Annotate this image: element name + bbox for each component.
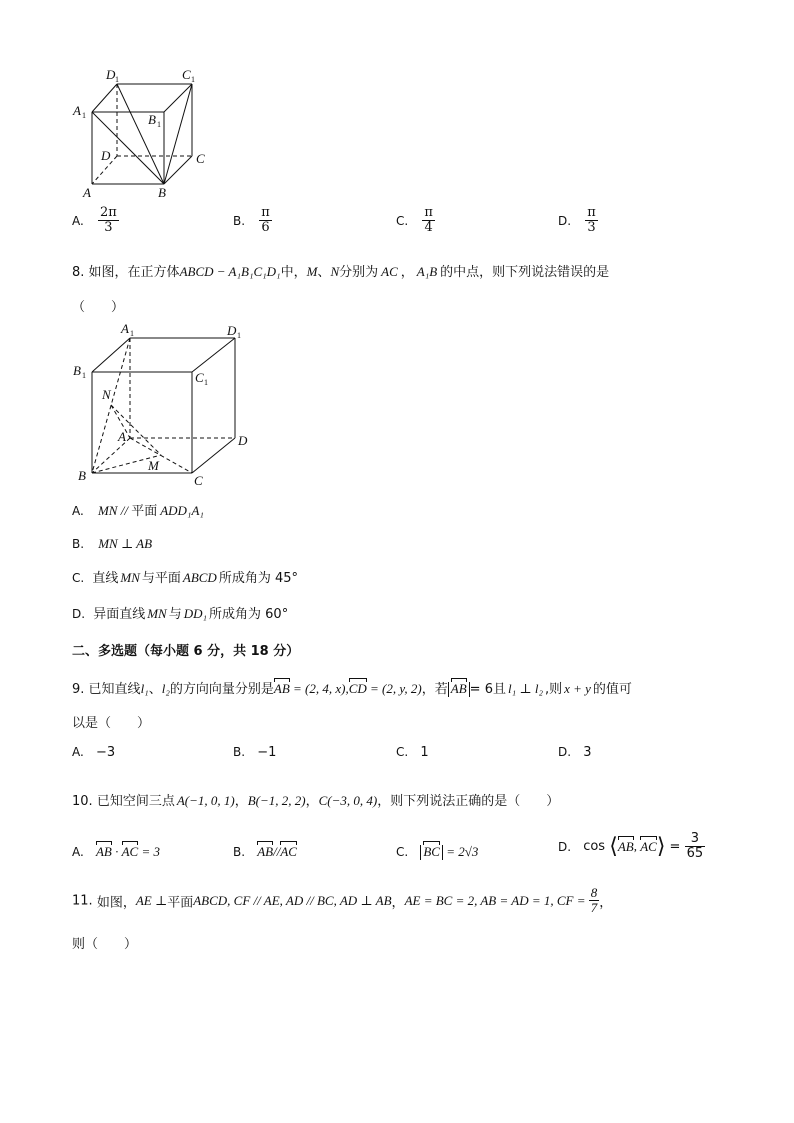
option-text: 直线: [92, 571, 119, 586]
label-c1: C: [195, 370, 204, 385]
q9-line-l1: l₁: [140, 681, 149, 696]
q10-text: ，则下列说法正确的是（ ）: [377, 794, 560, 809]
label-b: B: [78, 468, 86, 483]
q8-option-d[interactable]: [72, 603, 288, 622]
angle-brackets: [609, 839, 665, 854]
option-text: 与平面: [141, 571, 181, 586]
option-text: 与: [168, 607, 182, 622]
q11-comma: ，: [391, 895, 405, 911]
vector-ac: AC: [640, 838, 657, 854]
q9-perp: l₁ ⊥ l₂: [507, 681, 543, 696]
option-math: MN ⊥ AB: [98, 536, 153, 551]
cos-function: cos: [583, 839, 606, 855]
q11-text: 平面: [167, 895, 194, 911]
q7-option-a[interactable]: [72, 206, 119, 236]
q8-point-m: M: [306, 264, 318, 279]
option-label: A.: [72, 504, 84, 518]
q7-option-b[interactable]: [233, 206, 272, 236]
question-number: 10.: [72, 794, 93, 809]
question-number: 8.: [72, 265, 85, 280]
label-n: N: [102, 387, 111, 402]
q8-text: 分别为: [339, 265, 379, 280]
q10-option-b[interactable]: [233, 844, 297, 860]
option-label: B.: [72, 537, 85, 551]
option-math: MN: [120, 570, 140, 585]
q11-comma: ，: [599, 895, 613, 911]
fraction: [98, 206, 119, 236]
q9-vector-ab-abs: AB: [450, 681, 467, 696]
vector-ab: AB: [95, 844, 112, 859]
q10-option-c[interactable]: [396, 844, 478, 860]
option-label: C.: [396, 845, 409, 859]
option-label: A.: [72, 845, 84, 859]
label-c: C: [194, 473, 203, 488]
fraction-denominator: 3: [104, 220, 113, 236]
cube-diagram-q8: [72, 318, 262, 488]
q7-option-d[interactable]: [558, 206, 598, 236]
fraction-numerator: 8: [590, 885, 598, 900]
q9-xy: x + y: [564, 681, 591, 696]
question-8-stem: [72, 261, 609, 280]
q8-option-b[interactable]: [72, 536, 152, 552]
question-11-stem: [72, 886, 612, 916]
question-number: 11.: [72, 893, 93, 909]
option-label: C.: [72, 571, 85, 585]
option-label: B.: [233, 845, 246, 859]
option-math: = 2√3: [442, 844, 479, 859]
option-math: MN //: [97, 503, 132, 518]
label-c1: C: [182, 67, 191, 82]
question-11-line2: 则（ ）: [72, 937, 138, 952]
comma: ,: [633, 838, 641, 854]
q9-sep: 、: [148, 682, 162, 697]
question-8-paren: （ ）: [72, 300, 125, 315]
equals: =: [665, 839, 685, 855]
q9-option-d[interactable]: [558, 745, 591, 760]
option-text: 异面直线: [93, 607, 146, 622]
abs-bars: [420, 845, 443, 860]
cube-diagram-q7: [72, 64, 212, 200]
q8-option-a[interactable]: [72, 500, 204, 519]
cube-figure-q8: [72, 318, 262, 488]
fraction-numerator: π: [424, 205, 433, 220]
option-label: C.: [396, 213, 409, 228]
fraction-denominator: 4: [424, 220, 433, 236]
q10-point-b: B(−1, 2, 2): [247, 793, 306, 808]
q8-segment-a1b: A₁B: [416, 264, 438, 279]
sub-a1: 1: [82, 111, 86, 120]
q9-option-b[interactable]: [233, 745, 276, 760]
fraction: [685, 832, 706, 862]
q8-text: 的中点，则下列说法错误的是: [440, 265, 610, 280]
q8-text: 中，: [280, 265, 307, 280]
q8-option-c[interactable]: [72, 567, 298, 586]
label-m: M: [148, 458, 159, 473]
option-label: B.: [233, 213, 246, 228]
q8-segment-ac: AC: [381, 264, 398, 279]
parallel-operator: //: [273, 844, 281, 859]
fraction-numerator: 2π: [99, 205, 117, 220]
q9-text: ,则: [544, 682, 563, 697]
q9-vector-ab-value: = (2, 4, x),: [289, 681, 349, 696]
dot-operator: ·: [111, 844, 122, 859]
label-d1: D: [106, 67, 116, 82]
q10-text: 已知空间三点: [96, 794, 175, 809]
option-label: A.: [72, 745, 84, 759]
label-d1: D: [227, 323, 237, 338]
label-a: A: [83, 185, 91, 200]
option-value: −1: [257, 745, 277, 760]
option-math: ABCD: [182, 570, 217, 585]
option-math: = 3: [138, 844, 160, 859]
option-text: 所成角为 45°: [218, 571, 299, 586]
option-math: MN: [147, 606, 167, 621]
q8-sep: 、: [317, 265, 331, 280]
q10-comma: ，: [305, 794, 319, 809]
option-value: −3: [95, 745, 116, 760]
vector-ac: AC: [121, 844, 139, 859]
fraction-numerator: π: [261, 205, 270, 220]
question-number: 9.: [72, 682, 85, 697]
q9-option-a[interactable]: [72, 745, 115, 760]
question-9-line2: 以是（ ）: [72, 716, 151, 731]
fraction: [589, 886, 600, 916]
sub-a1: 1: [130, 329, 134, 338]
option-label: C.: [396, 745, 409, 759]
option-text: 平面: [131, 504, 158, 519]
section-title: 二、多选题（每小题 6 分，共 18 分）: [72, 644, 300, 659]
fraction: [422, 206, 435, 236]
vector-ab: AB: [617, 838, 634, 854]
option-math: ADD₁A₁: [160, 503, 204, 518]
label-a1: A: [121, 321, 129, 336]
fraction-denominator: 6: [261, 220, 270, 236]
q11-math: AE ⊥: [135, 892, 168, 908]
label-d: D: [238, 433, 248, 448]
label-b1: B: [73, 363, 81, 378]
fraction-numerator: π: [587, 205, 596, 220]
cube-figure-q7: [72, 64, 212, 200]
q8-point-n: N: [330, 264, 340, 279]
q10-option-a[interactable]: [72, 844, 160, 860]
vector-ab: AB: [257, 844, 274, 859]
q7-option-c[interactable]: [396, 206, 435, 236]
fraction-numerator: 3: [685, 832, 706, 847]
sub-c1: 1: [191, 75, 195, 84]
q10-point-a: A(−1, 0, 1): [176, 793, 235, 808]
q10-comma: ，: [234, 794, 248, 809]
label-c: C: [196, 151, 205, 166]
fraction: [259, 206, 272, 236]
q9-option-c[interactable]: [396, 745, 429, 760]
q9-vector-cd: CD: [348, 681, 367, 696]
q9-abs: [448, 682, 470, 697]
option-label: D.: [558, 745, 572, 759]
option-label: A.: [72, 213, 84, 228]
option-value: 3: [583, 745, 592, 760]
q8-text: 如图，在正方体: [88, 265, 180, 280]
sub-d1: 1: [237, 331, 241, 340]
option-label: D.: [558, 839, 572, 854]
sub-c1: 1: [204, 378, 208, 387]
q9-text: 的值可: [592, 682, 632, 697]
q11-math: ABCD, CF // AE, AD // BC, AD ⊥ AB: [193, 892, 392, 908]
label-d: D: [101, 148, 111, 163]
q10-option-d[interactable]: [558, 832, 705, 862]
q10-point-c: C(−3, 0, 4): [318, 793, 378, 808]
option-text: 所成角为 60°: [209, 607, 289, 622]
q8-cube-name: ABCD − A₁B₁C₁D₁: [179, 264, 281, 279]
q9-text: 的方向向量分别是: [169, 682, 274, 697]
question-10-stem: [72, 790, 559, 809]
question-9-stem: [72, 678, 632, 697]
sub-d1: 1: [115, 75, 119, 84]
fraction-denominator: 7: [590, 900, 598, 916]
q9-text: 已知直线: [88, 682, 141, 697]
label-a: A: [118, 429, 126, 444]
option-label: D.: [72, 607, 86, 621]
option-label: D.: [558, 213, 572, 228]
q9-vector-ab: AB: [273, 681, 290, 696]
option-label: B.: [233, 745, 246, 759]
q8-comma: ，: [400, 265, 414, 280]
fraction-denominator: 3: [587, 220, 596, 236]
fraction-denominator: 65: [686, 846, 704, 862]
option-value: 1: [420, 745, 429, 760]
q9-text: ，若: [421, 682, 448, 697]
sub-b1: 1: [82, 371, 86, 380]
label-a1: A: [73, 103, 81, 118]
option-math: DD₁: [183, 606, 208, 621]
q9-line-l2: l₂: [161, 681, 170, 696]
label-b1: B: [148, 112, 156, 127]
q9-vector-cd-value: = (2, y, 2): [366, 681, 422, 696]
label-b: B: [158, 185, 166, 200]
vector-ac: AC: [280, 844, 297, 859]
vector-bc: BC: [423, 844, 440, 859]
q9-text: = 6且: [469, 682, 506, 697]
q11-math: AE = BC = 2, AB = AD = 1, CF =: [404, 892, 589, 908]
fraction: [585, 206, 598, 236]
q11-text: 如图，: [96, 895, 136, 911]
sub-b1: 1: [157, 120, 161, 129]
